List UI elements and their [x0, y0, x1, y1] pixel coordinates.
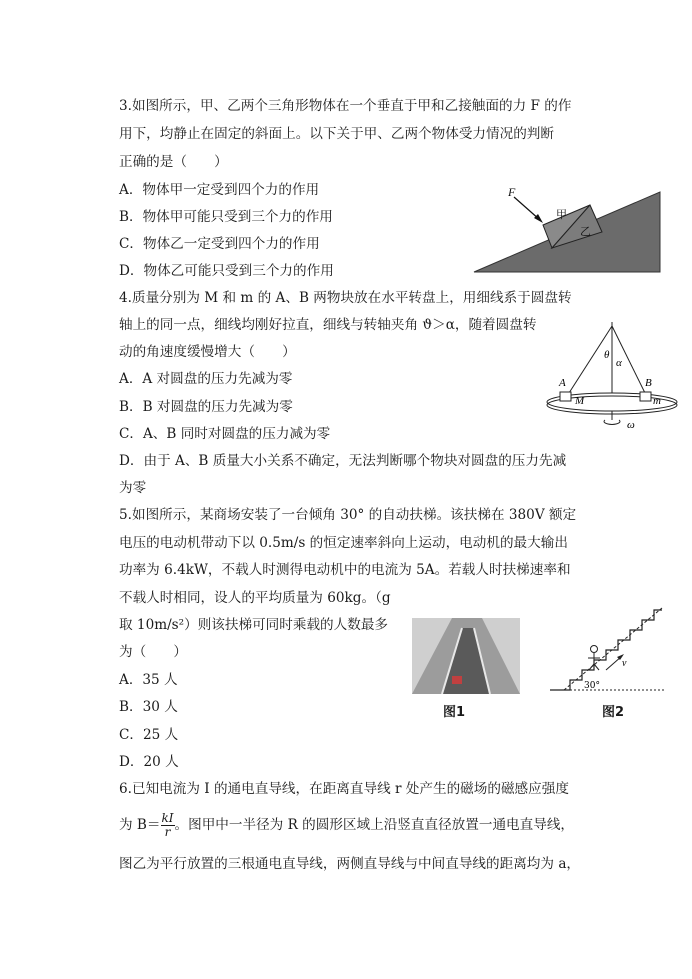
q5-option-d: D．20 人: [119, 754, 179, 770]
escalator-photo: [412, 618, 520, 694]
q3-line-1: 3.如图所示，甲、乙两个三角形物体在一个垂直于甲和乙接触面的力 F 的作: [119, 98, 572, 114]
angle-theta-label: θ: [604, 349, 610, 361]
person-head: [591, 646, 598, 653]
q4-option-b: B．B 对圆盘的压力先减为零: [119, 399, 293, 415]
q4-option-c: C．A、B 同时对圆盘的压力减为零: [119, 426, 331, 442]
escalator-diagram: [548, 602, 668, 694]
block-b-label: B: [645, 377, 652, 389]
q3-option-c: C．物体乙一定受到四个力的作用: [119, 236, 320, 252]
q5-line-4: 不载人时相同，设人的平均质量为 60kg。（g: [119, 590, 391, 606]
q4-line-2: 轴上的同一点，细线均刚好拉直，细线与转轴夹角 ϑ＞α，随着圆盘转: [119, 317, 537, 333]
block-a: [560, 392, 571, 401]
block-yi-label: 乙: [580, 225, 591, 238]
q5-option-c: C．25 人: [119, 727, 179, 743]
q3-line-2: 用下，均静止在固定的斜面上。以下关于甲、乙两个物体受力情况的判断: [119, 126, 554, 142]
q4-option-d: D．由于 A、B 质量大小关系不确定，无法判断哪个物块对圆盘的压力先减: [119, 453, 567, 469]
q5-line-3: 功率为 6.4kW，不载人时测得电动机中的电流为 5A。若载人时扶梯速率和: [119, 562, 571, 578]
block-b: [640, 392, 651, 401]
angle-label: 30°: [584, 681, 600, 691]
q5-line-2: 电压的电动机带动下以 0.5m/s 的恒定速率斜向上运动，电动机的最大输出: [119, 535, 568, 551]
q5-line-5: 取 10m/s²）则该扶梯可同时乘载的人数最多: [119, 617, 389, 633]
fig2-caption: 图2: [602, 705, 625, 720]
q4-option-d-cont: 为零: [119, 480, 147, 496]
q4-line-3: 动的角速度缓慢增大（ ）: [119, 344, 296, 360]
block-jia-label: 甲: [556, 208, 567, 221]
q4-turntable-figure: [545, 320, 685, 435]
q3-line-3: 正确的是（ ）: [119, 154, 228, 170]
q3-option-a: A．物体甲一定受到四个力的作用: [119, 182, 320, 198]
q3-option-d: D．物体乙可能只受到三个力的作用: [119, 263, 334, 279]
sign: [452, 676, 462, 684]
q6-line-1: 6.已知电流为 I 的通电直导线，在距离直导线 r 处产生的磁场的磁感应强度: [119, 781, 569, 797]
fig1-caption: 图1: [443, 705, 466, 720]
q6-line-2: [119, 812, 574, 839]
omega-label: ω: [627, 419, 635, 431]
q6-line-2-prefix: 为 B＝: [119, 817, 161, 833]
person-leg-right: [594, 664, 599, 670]
force-label: F: [508, 185, 516, 199]
person-leg-left: [589, 664, 594, 670]
block-a-label: A: [559, 377, 566, 389]
q6-line-3: 图乙为平行放置的三根通电直导线，两侧直导线与中间直导线的距离均为 a，: [119, 856, 581, 872]
q5-option-a: A．35 人: [119, 672, 178, 688]
q3-incline-figure: [470, 180, 665, 275]
mass-m-small-label: m: [653, 395, 661, 407]
fraction-denominator: r: [164, 825, 171, 839]
angle-alpha-label: α: [616, 357, 622, 369]
mass-m-big-label: M: [575, 395, 585, 407]
q4-line-1: 4.质量分别为 M 和 m 的 A、B 两物块放在水平转盘上，用细线系于圆盘转: [119, 290, 572, 306]
q6-line-2-suffix: 。图甲中一半径为 R 的圆形区域上沿竖直直径放置一通电直导线，: [174, 817, 575, 833]
q5-option-b: B．30 人: [119, 699, 178, 715]
q5-line-1: 5.如图所示，某商场安装了一台倾角 30° 的自动扶梯。该扶梯在 380V 额定: [119, 507, 577, 523]
q5-line-6: 为（ ）: [119, 644, 187, 660]
formula-fraction: [161, 812, 175, 839]
q3-option-b: B．物体甲可能只受到三个力的作用: [119, 209, 333, 225]
fraction-numerator: kI: [161, 811, 174, 825]
q4-option-a: A．A 对圆盘的压力先减为零: [119, 371, 293, 387]
velocity-label: v: [622, 658, 627, 669]
rotation-arrow: [604, 420, 620, 424]
